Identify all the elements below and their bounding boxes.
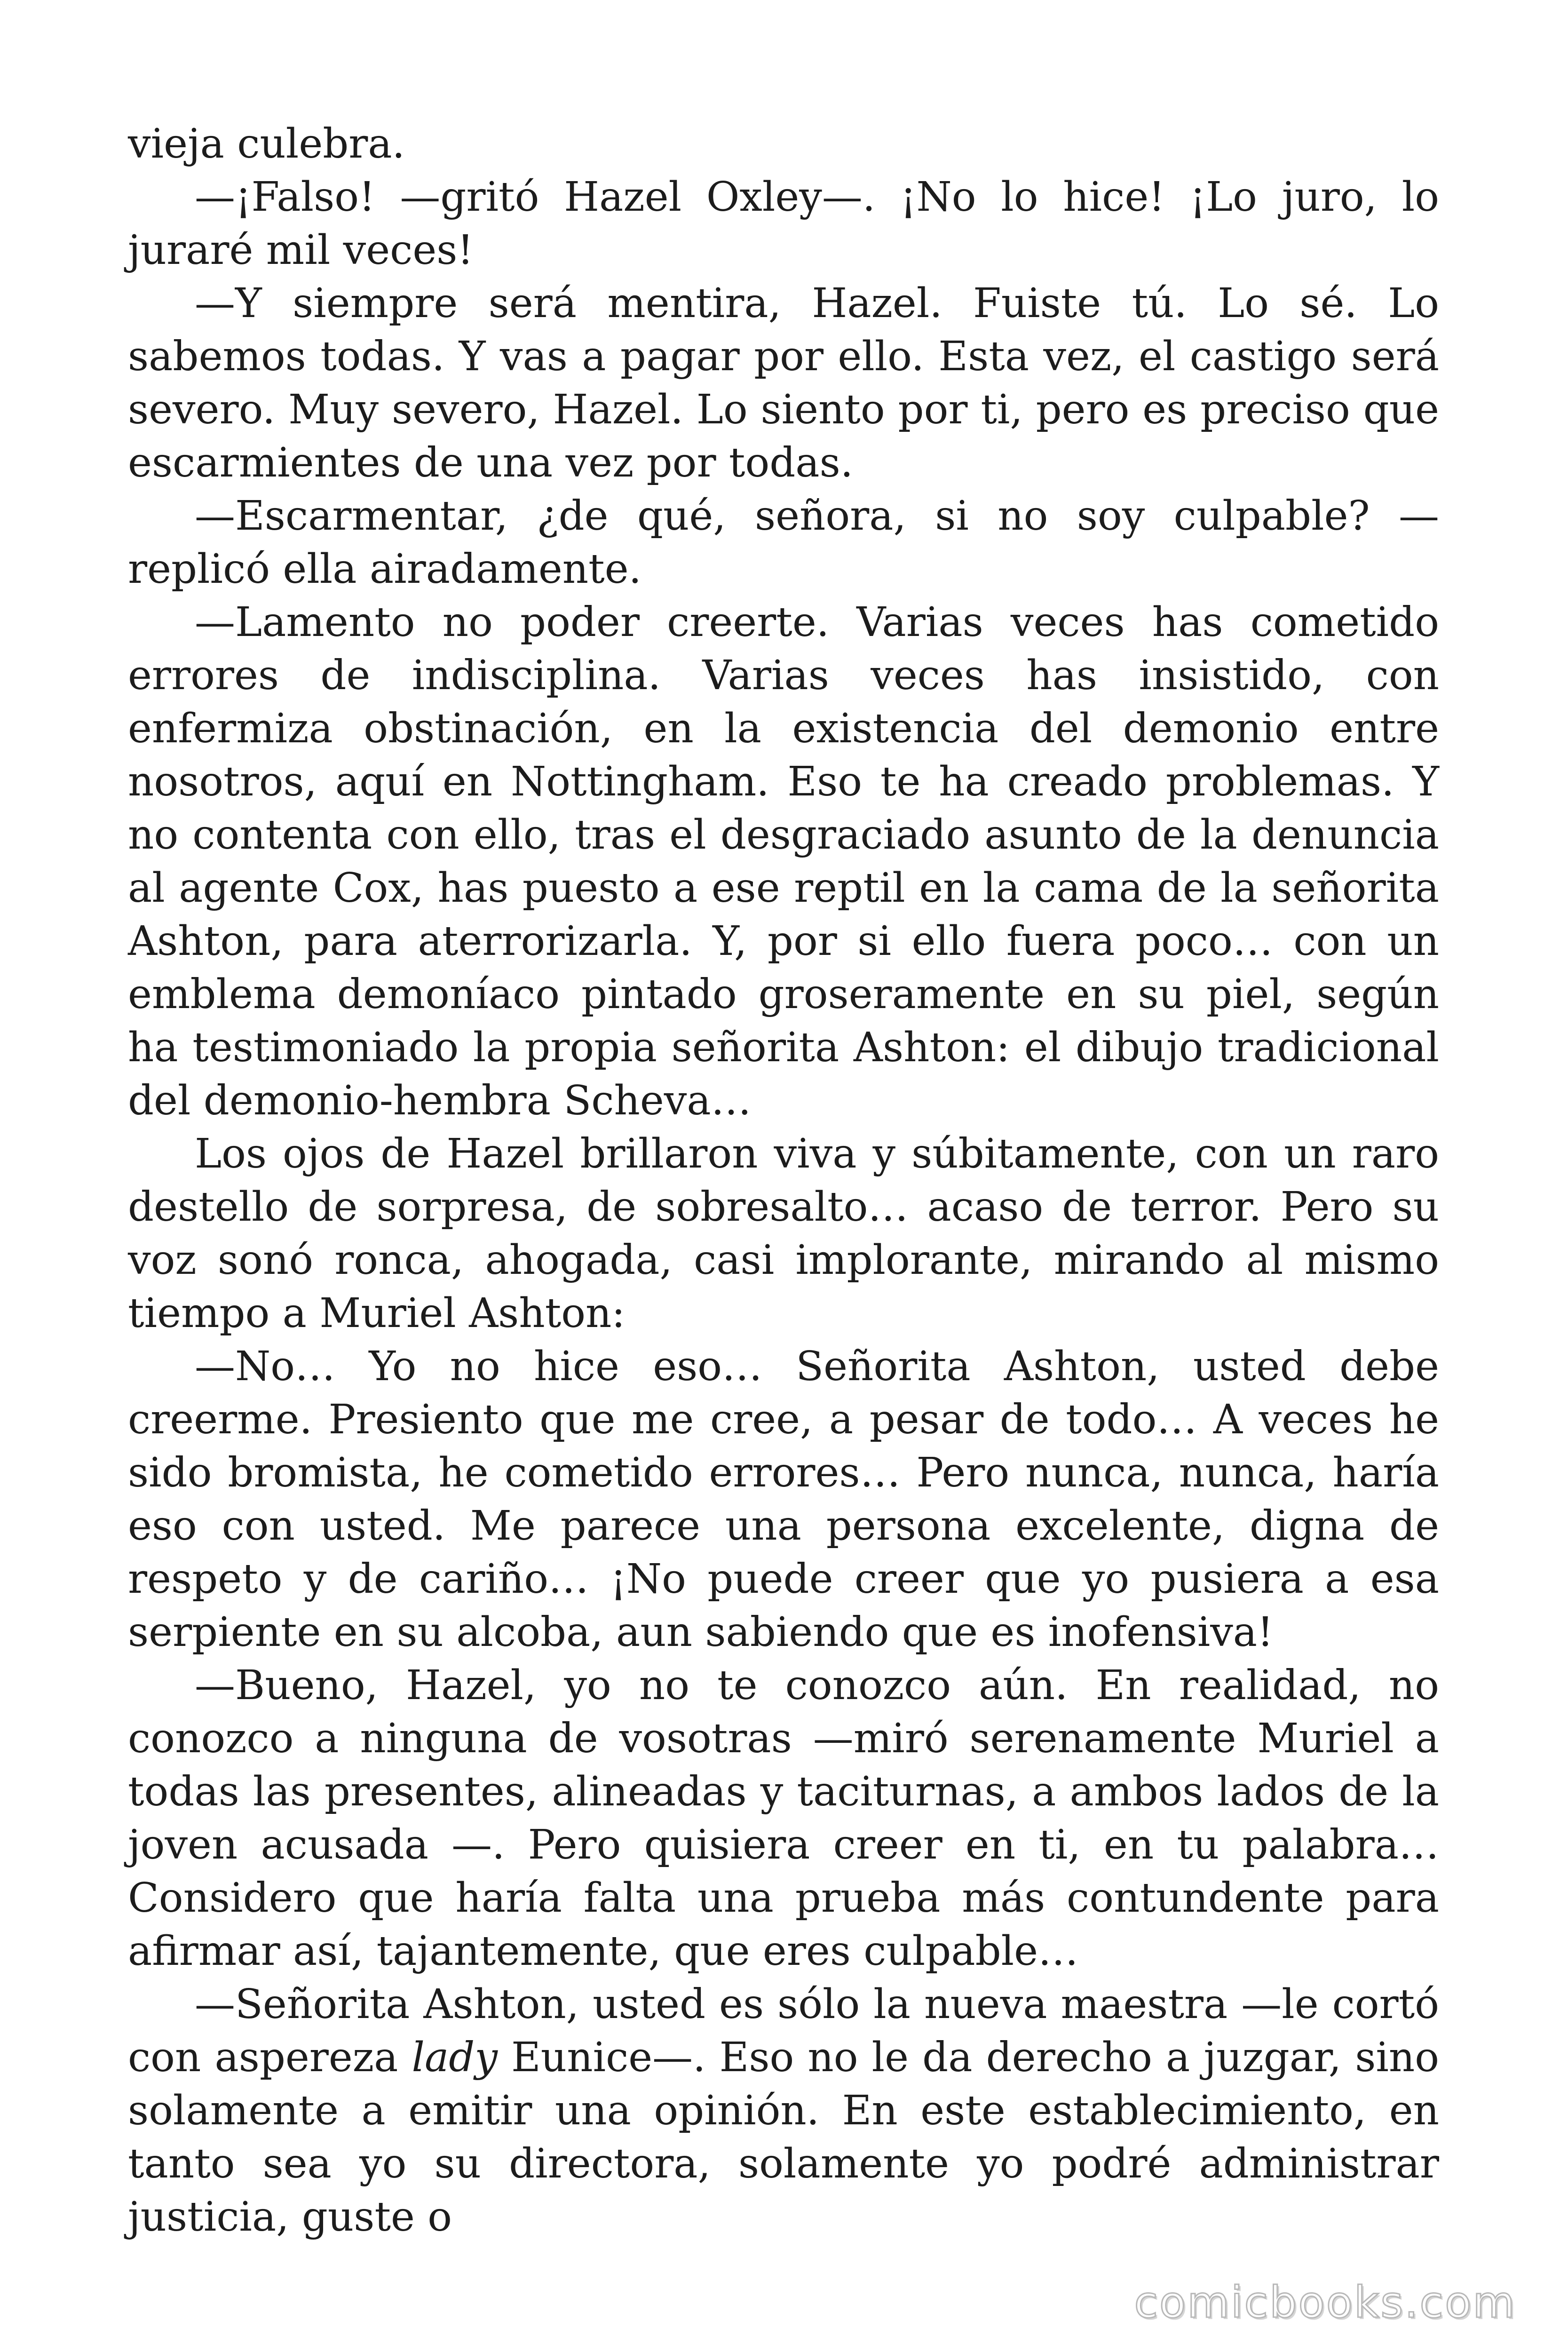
paragraph-4: —Escarmentar, ¿de qué, señora, si no soy culpable? —replicó ella airadamente. bbox=[128, 493, 1439, 593]
paragraph-6: Los ojos de Hazel brillaron viva y súbitamente, con un raro destello de sorpresa, de sobresalto… acaso de terror. Pero su voz sonó ronca, ahogada, casi implorante, mirando al mismo tiempo a Muriel Ashton: bbox=[128, 1130, 1439, 1337]
paragraph-7: —No… Yo no hice eso… Señorita Ashton, usted debe creerme. Presiento que me cree, a pesar de todo… A veces he sido bromista, he cometido errores… Pero nunca, nunca, haría eso con usted. Me parece una persona excelente, digna de respeto y de cariño… ¡No puede creer que yo pusiera a esa serpiente en su alcoba, aun sabiendo que es inofensiva! bbox=[128, 1343, 1439, 1656]
paragraph-3: —Y siempre será mentira, Hazel. Fuiste tú. Lo sé. Lo sabemos todas. Y vas a pagar por ello. Esta vez, el castigo será severo. Muy severo, Hazel. Lo siento por ti, pero es preciso que escarmientes de una vez por todas. bbox=[128, 280, 1439, 486]
paragraph-2: —¡Falso! —gritó Hazel Oxley—. ¡No lo hice! ¡Lo juro, lo juraré mil veces! bbox=[128, 174, 1439, 274]
paragraph-9-text-after: Eunice—. Eso no le da derecho a juzgar, sino solamente a emitir una opinión. En este establecimiento, en tanto sea yo su directora, solamente yo podré administrar justicia, guste o bbox=[128, 2034, 1439, 2241]
paragraph-8: —Bueno, Hazel, yo no te conozco aún. En realidad, no conozco a ninguna de vosotras —miró serenamente Muriel a todas las presentes, alineadas y taciturnas, a ambos lados de la joven acusada —. Pero quisiera creer en ti, en tu palabra… Considero que haría falta una prueba más contundente para afirmar así, tajantemente, que eres culpable… bbox=[128, 1662, 1439, 1975]
paragraph-5: —Lamento no poder creerte. Varias veces has cometido errores de indisciplina. Varias veces has insistido, con enfermiza obstinación, en la existencia del demonio entre nosotros, aquí en Nottingham. Eso te ha creado problemas. Y no contenta con ello, tras el desgraciado asunto de la denuncia al agente Cox, has puesto a ese reptil en la cama de la señorita Ashton, para aterrorizarla. Y, por si ello fuera poco… con un emblema demoníaco pintado groseramente en su piel, según ha testimoniado la propia señorita Ashton: el dibujo tradicional del demonio-hembra Scheva… bbox=[128, 599, 1439, 1124]
paragraph-1: vieja culebra. bbox=[128, 120, 405, 167]
paragraph-9 bbox=[128, 1978, 1439, 2244]
site-watermark: comicbooks.com bbox=[1134, 2277, 1516, 2328]
page-body-text bbox=[128, 118, 1439, 2244]
paragraph-9-text-before: —Señorita Ashton, usted es sólo la nueva maestra —le cortó con aspereza bbox=[128, 1981, 1439, 2081]
paragraph-9-italic: lady bbox=[412, 2034, 498, 2081]
